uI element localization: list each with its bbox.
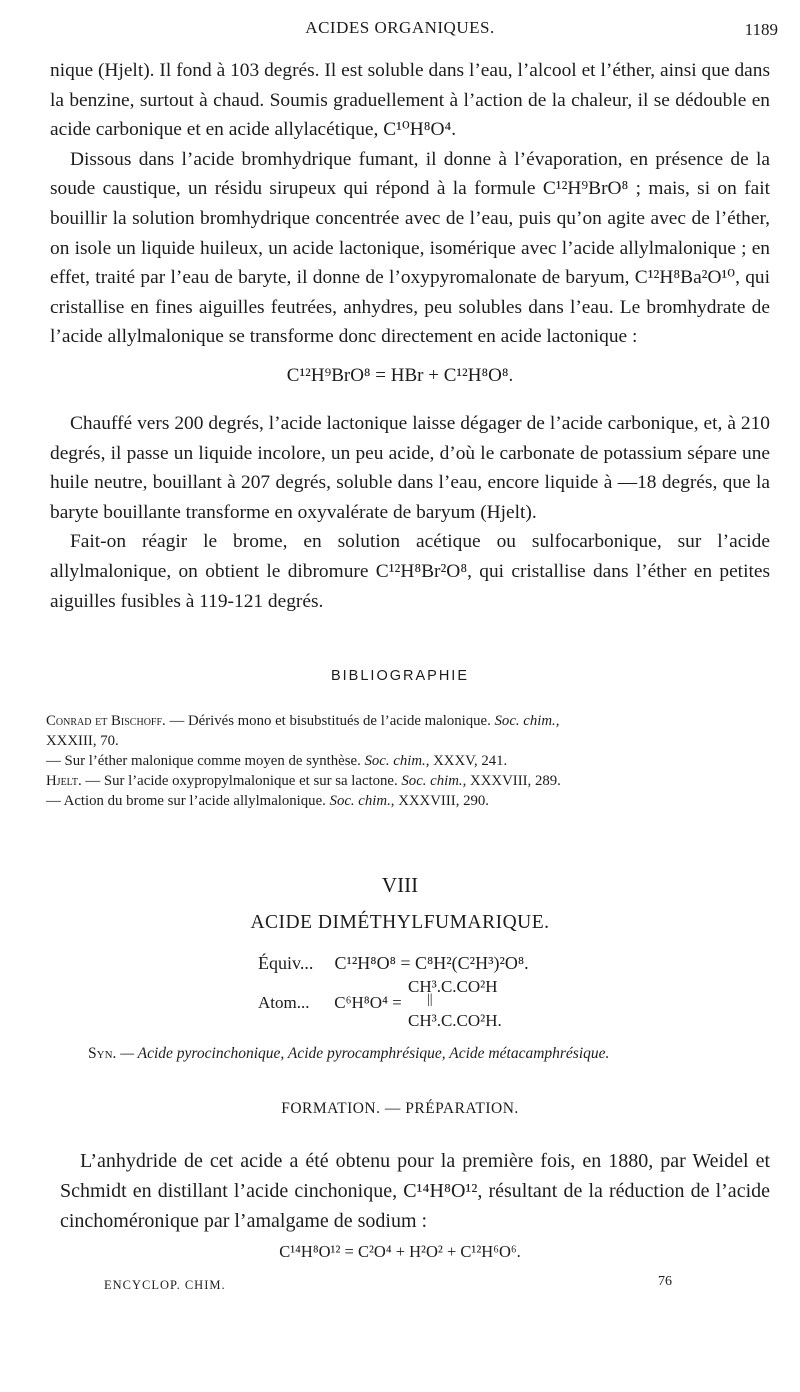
section-heading: FORMATION. — PRÉPARATION. (281, 1100, 519, 1117)
equivalent-formula-row (258, 953, 529, 974)
double-bond-bar: || (427, 992, 433, 1007)
bibliography-list (46, 711, 770, 811)
footer-sheet-number: 76 (658, 1274, 672, 1289)
entry-text: — Sur l’éther malonique comme moyen de synthèse. (46, 753, 361, 769)
paragraph: nique (Hjelt). Il fond à 103 degrés. Il est soluble dans l’eau, l’alcool et l’éther, ainsi que dans la benzine, surtout à chaud. Soumis graduellement à l’action de la chaleur, il se dédouble en acide carbonique et en acide allylacétique, C¹⁰H⁸O⁴. (50, 60, 770, 141)
entry-source: Soc. chim., (494, 713, 560, 729)
syn-label: Syn. (88, 1045, 117, 1062)
entry-author: Conrad et Bischoff. (46, 713, 166, 729)
entry-text: — Sur l’acide oxypropylmalonique et sur sa lactone. (85, 773, 398, 789)
structural-formula-top: CH³.C.CO²H (408, 977, 498, 996)
bibliography-entry (46, 711, 770, 751)
page-number: 1189 (744, 20, 778, 39)
reaction-formula: C¹⁴H⁸O¹² = C²O⁴ + H²O² + C¹²H⁶O⁶. (279, 1242, 521, 1261)
bibliography-heading: BIBLIOGRAPHIE (330, 668, 469, 684)
entry-ref: XXXIII, 70. (46, 733, 119, 749)
syn-text: — Acide pyrocinchonique, Acide pyrocamphrésique, Acide métacamphrésique. (120, 1045, 610, 1062)
chapter-number: VIII (381, 873, 419, 897)
reaction-formula: C¹²H⁹BrO⁸ = HBr + C¹²H⁸O⁸. (286, 365, 514, 386)
entry-text: — Action du brome sur l’acide allylmalonique. (46, 793, 326, 809)
atom-label: Atom... (258, 993, 310, 1012)
bibliography-entry (46, 771, 770, 791)
bibliography-entry (46, 751, 770, 771)
entry-ref: XXXVIII, 290. (398, 793, 490, 809)
entry-source: Soc. chim., (401, 773, 467, 789)
atomic-formula-row (258, 993, 402, 1013)
entry-text: — Dérivés mono et bisubstitués de l’acide malonique. (169, 713, 491, 729)
continuation-text (50, 56, 770, 352)
running-header: ACIDES ORGANIQUES. (305, 18, 495, 37)
entry-author: Hjelt. (46, 773, 82, 789)
entry-source: Soc. chim., (329, 793, 395, 809)
formation-text (60, 1146, 770, 1236)
bibliography-entry (46, 791, 770, 811)
equiv-label: Équiv... (258, 953, 314, 973)
entry-ref: XXXVIII, 289. (470, 773, 561, 789)
synonyms (88, 1045, 788, 1063)
equiv-formula: C¹²H⁸O⁸ = C⁸H²(C²H³)²O⁸. (334, 953, 529, 973)
paragraph: Dissous dans l’acide bromhydrique fumant, il donne à l’évaporation, en présence de la soude caustique, un résidu sirupeux qui répond à la formule C¹²H⁹BrO⁸ ; mais, si on fait bouillir la solution bromhydrique concentrée avec de l’eau, puis qu’on agite avec de l’éther, on isole un liquide huileux, un acide lactonique, isomérique avec l’acide allylmalonique ; en effet, traité par l’eau de baryte, il donne de l’oxypyromalonate de baryum, C¹²H⁸Ba²O¹⁰, qui cristallise en fines aiguilles feutrées, anhydres, peu solubles dans l’eau. Le bromhydrate de l’acide allylmalonique se transforme donc directement en acide lactonique : (50, 148, 770, 348)
paragraph: L’anhydride de cet acide a été obtenu pour la première fois, en 1880, par Weidel et Schmidt en distillant l’acide cinchonique, C¹⁴H⁸O¹², résultant de la réduction de l’acide cinchoméronique par l’amalgame de sodium : (60, 1150, 770, 1232)
paragraph: Fait-on réagir le brome, en solution acétique ou sulfocarbonique, sur l’acide allylmalonique, on obtient le dibromure C¹²H⁸Br²O⁸, qui cristallise dans l’éther en petites aiguilles fusibles à 119-121 degrés. (50, 531, 770, 612)
atom-formula: C⁶H⁸O⁴ = (334, 993, 402, 1012)
chapter-title: ACIDE DIMÉTHYLFUMARIQUE. (250, 912, 550, 933)
entry-ref: XXXV, 241. (433, 753, 508, 769)
footer-signature: ENCYCLOP. CHIM. (104, 1278, 226, 1292)
structural-formula-bottom: CH³.C.CO²H. (408, 1011, 502, 1030)
continuation-text-after (50, 409, 770, 616)
paragraph: Chauffé vers 200 degrés, l’acide lactonique laisse dégager de l’acide carbonique, et, à 210 degrés, il passe un liquide incolore, un peu acide, d’où le carbonate de potassium sépare une huile neutre, bouillant à 207 degrés, soluble dans l’eau, encore liquide à —18 degrés, que la baryte bouillante transforme en oxyvalérate de baryum (Hjelt). (50, 413, 770, 523)
entry-source: Soc. chim., (364, 753, 430, 769)
